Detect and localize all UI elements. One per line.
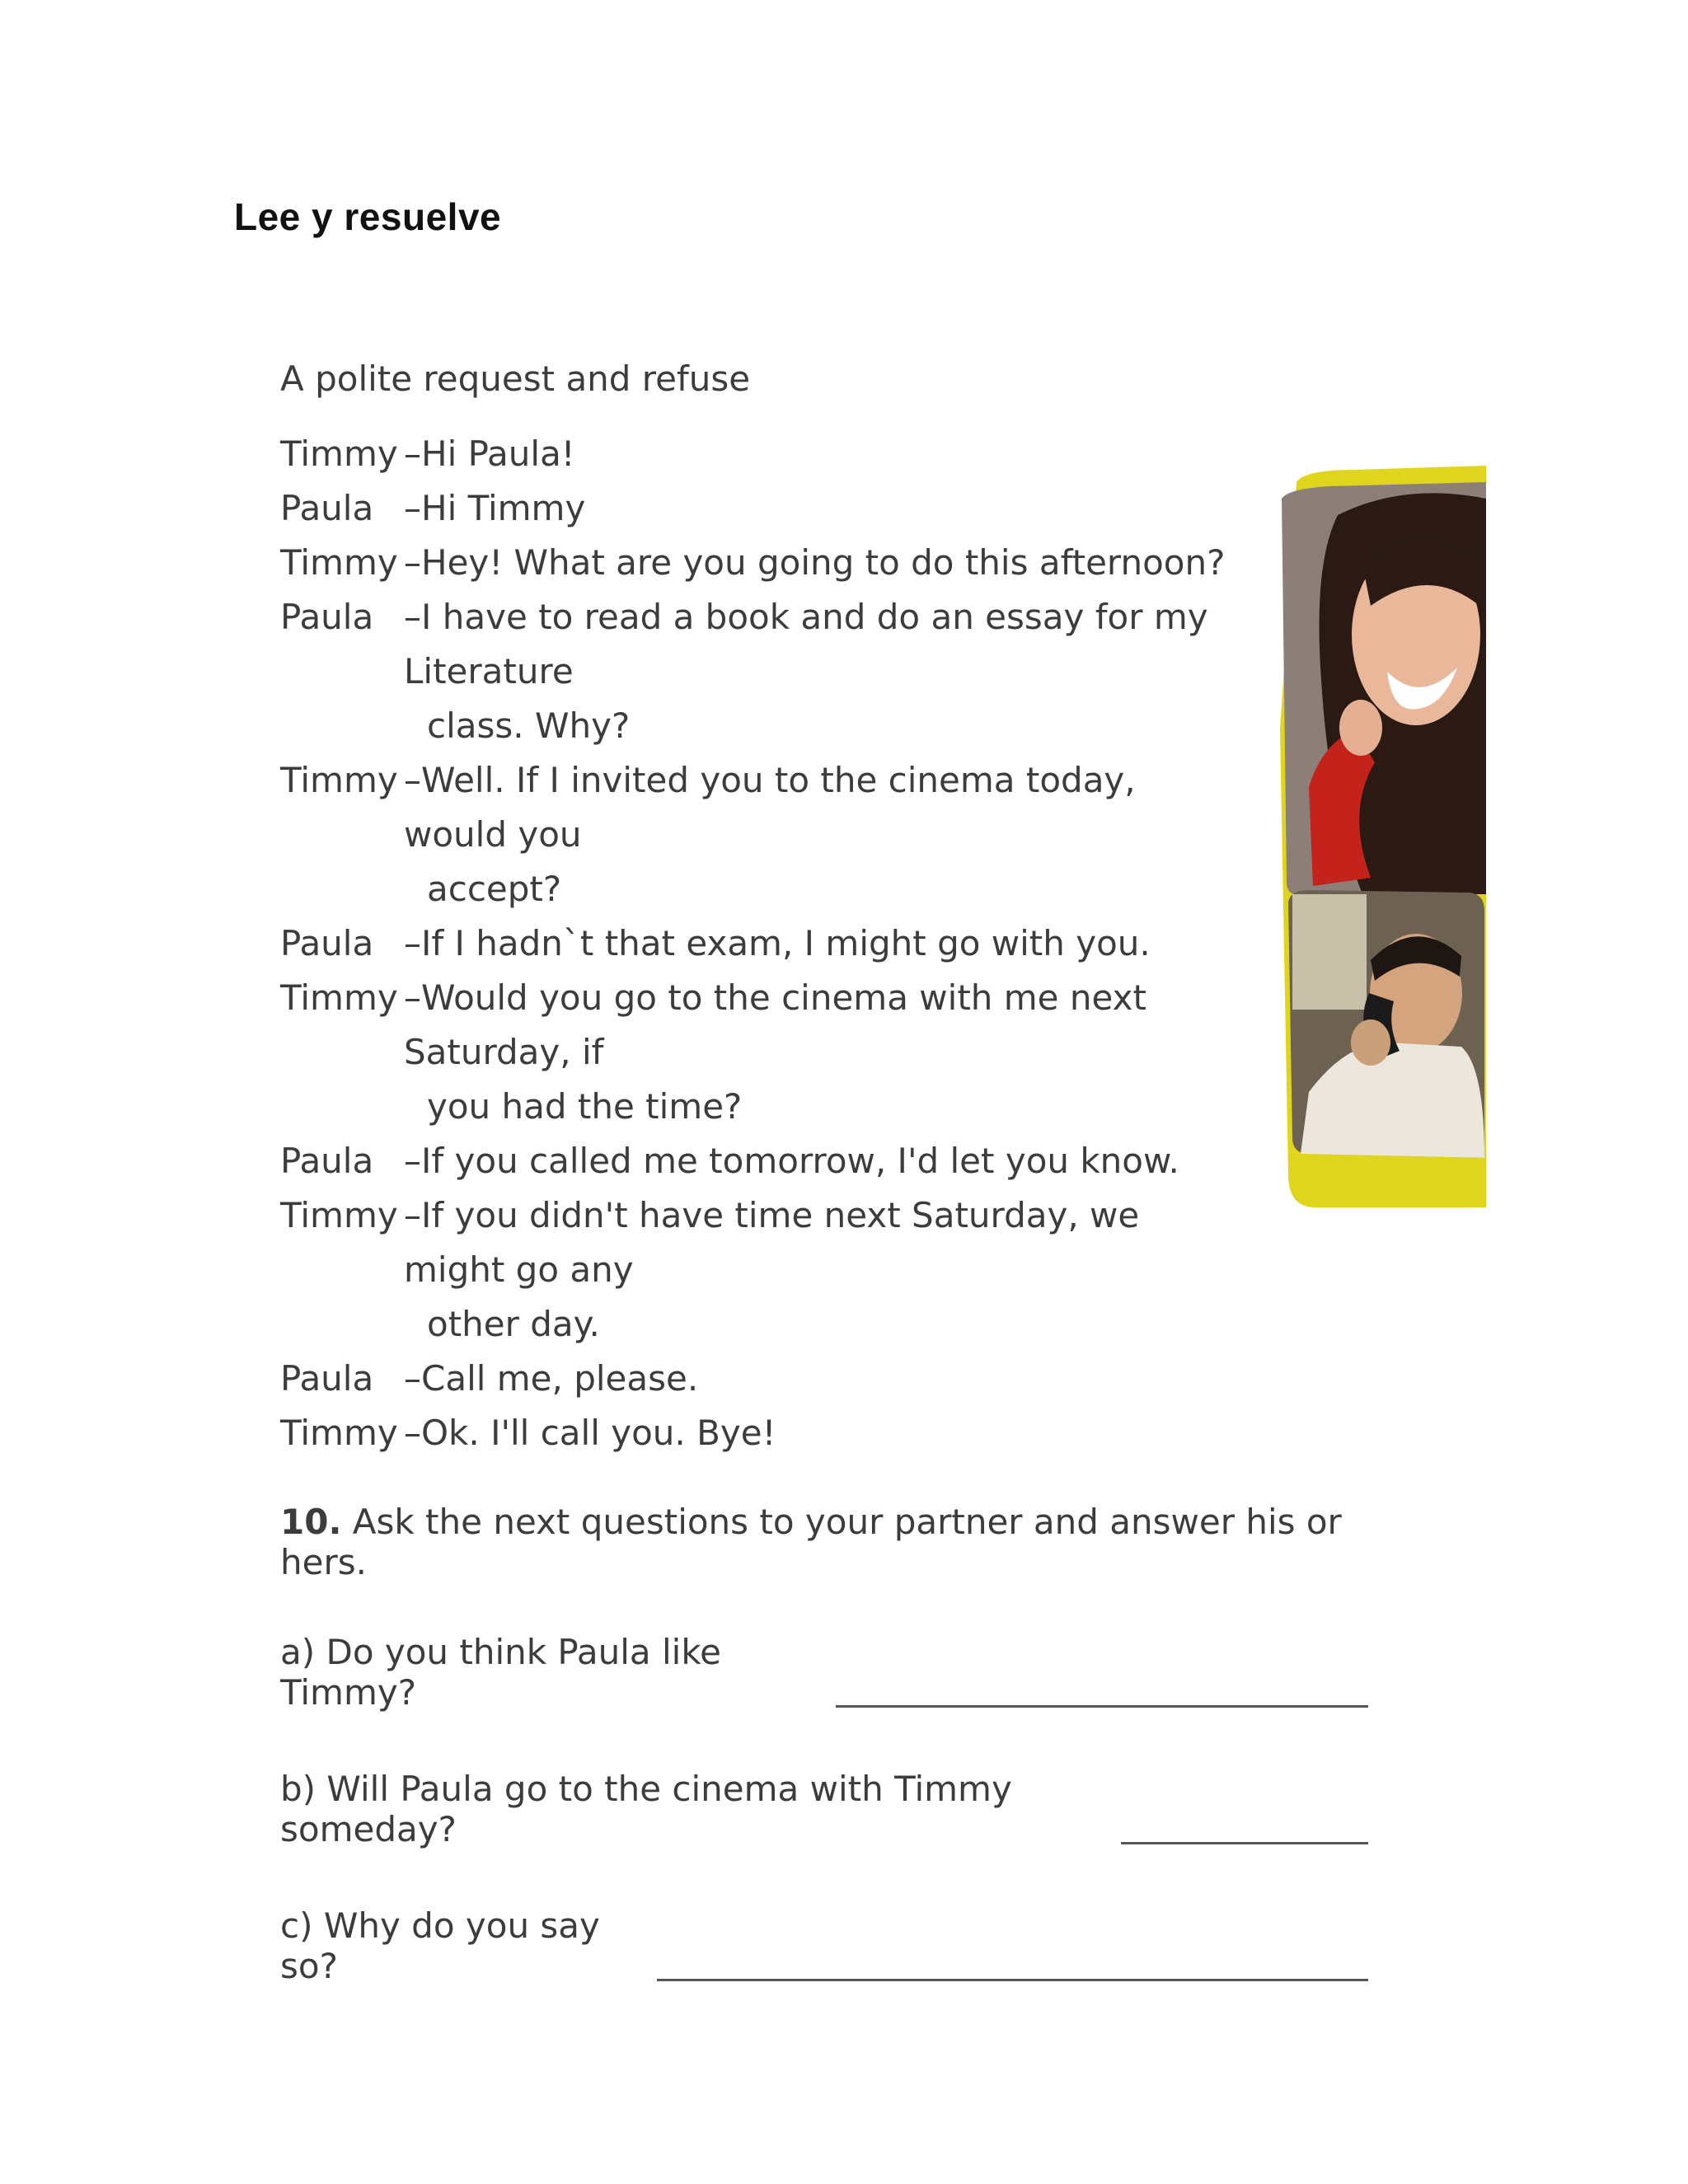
dialogue-line — [280, 971, 1368, 1134]
utterance — [404, 1352, 1236, 1406]
utterance-continuation: you had the time? — [427, 1086, 743, 1127]
answer-blank[interactable] — [1121, 1839, 1368, 1844]
phone-photo-illustration — [1264, 466, 1486, 1207]
utterance-text: –Hi Timmy — [404, 488, 586, 528]
speaker-name: Paula — [280, 1358, 374, 1399]
utterance-text: –If you called me tomorrow, I'd let you know. — [404, 1141, 1179, 1181]
utterance-text: –Hi Paula! — [404, 434, 575, 474]
utterance-text: –Hey! What are you going to do this afternoon? — [404, 542, 1226, 583]
utterance — [404, 916, 1236, 971]
speaker-name: Paula — [280, 488, 374, 528]
speaker-name: Paula — [280, 597, 374, 637]
dialogue-line — [280, 536, 1368, 590]
speaker-name: Timmy — [280, 434, 398, 474]
utterance — [404, 753, 1236, 916]
answer-blank[interactable] — [657, 1975, 1368, 1981]
worksheet — [280, 359, 1368, 2042]
speaker-name: Timmy — [280, 977, 398, 1018]
utterance — [404, 1406, 1236, 1460]
question-list — [280, 1632, 1368, 1986]
utterance — [404, 427, 1236, 481]
man-on-phone-photo — [1288, 890, 1484, 1158]
speaker-name: Timmy — [280, 542, 398, 583]
dialogue — [280, 427, 1368, 1460]
dialogue-line — [280, 916, 1368, 971]
utterance-continuation: other day. — [427, 1304, 600, 1344]
exercise-instruction-text: Ask the next questions to your partner and answer his or hers. — [280, 1502, 1342, 1582]
dialogue-line — [280, 481, 1368, 536]
utterance-continuation: class. Why? — [427, 705, 631, 746]
utterance-text: –Ok. I'll call you. Bye! — [404, 1413, 776, 1453]
utterance-text: –Would you go to the cinema with me next Saturday, if — [404, 977, 1146, 1072]
question-text: b) Will Paula go to the cinema with Timmy someday? — [280, 1769, 1012, 1849]
question-text: a) Do you think Paula like Timmy? — [280, 1632, 721, 1713]
worksheet-title: A polite request and refuse — [280, 359, 751, 399]
dialogue-line — [280, 590, 1368, 753]
speaker-name: Timmy — [280, 760, 398, 800]
dialogue-line — [280, 1406, 1368, 1460]
speaker-name: Timmy — [280, 1195, 398, 1235]
dialogue-line — [280, 753, 1368, 916]
page-heading: Lee y resuelve — [234, 195, 502, 238]
dialogue-line — [280, 427, 1368, 481]
exercise-instruction — [280, 1502, 1368, 1582]
utterance — [404, 590, 1236, 753]
question-text: c) Why do you say so? — [280, 1905, 600, 1986]
woman-on-phone-photo — [1282, 482, 1486, 894]
utterance — [404, 971, 1236, 1134]
utterance — [404, 481, 1236, 536]
dialogue-line — [280, 1352, 1368, 1406]
utterance — [404, 1188, 1236, 1352]
question-item — [280, 1632, 1368, 1713]
dialogue-line — [280, 1188, 1368, 1352]
utterance-text: –If I hadn`t that exam, I might go with you. — [404, 923, 1151, 963]
question-item — [280, 1905, 1368, 1986]
speaker-name: Paula — [280, 1141, 374, 1181]
dialogue-line — [280, 1134, 1368, 1188]
exercise-number: 10. — [280, 1502, 342, 1542]
utterance — [404, 1134, 1236, 1188]
utterance — [404, 536, 1236, 590]
speaker-name: Timmy — [280, 1413, 398, 1453]
utterance-text: –I have to read a book and do an essay for my Literature — [404, 597, 1208, 691]
utterance-text: –If you didn't have time next Saturday, we might go any — [404, 1195, 1140, 1290]
utterance-text: –Call me, please. — [404, 1358, 699, 1399]
answer-blank[interactable] — [836, 1702, 1368, 1708]
utterance-continuation: accept? — [427, 869, 562, 909]
question-item — [280, 1769, 1368, 1849]
speaker-name: Paula — [280, 923, 374, 963]
utterance-text: –Well. If I invited you to the cinema today, would you — [404, 760, 1136, 855]
